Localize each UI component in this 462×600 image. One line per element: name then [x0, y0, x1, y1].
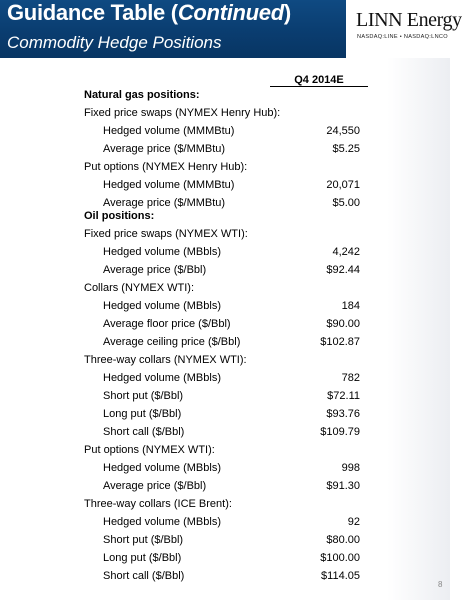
table-row: [0, 333, 450, 351]
table-row: [0, 122, 450, 140]
table-row: [0, 158, 450, 176]
row-value: 782: [341, 372, 360, 384]
row-value: $102.87: [320, 336, 360, 348]
row-label: Hedged volume (MBbls): [103, 372, 221, 384]
row-value: $93.76: [326, 408, 360, 420]
table-row: [0, 369, 450, 387]
table-row: [0, 243, 450, 261]
table-row: [0, 207, 450, 225]
table-row: [0, 315, 450, 333]
table-row: [0, 261, 450, 279]
company-logo: LINN Energy: [356, 9, 462, 31]
table-row: [0, 567, 450, 585]
row-label: Three-way collars (ICE Brent):: [84, 498, 232, 510]
row-label: Put options (NYMEX Henry Hub):: [84, 161, 248, 173]
row-value: $80.00: [326, 534, 360, 546]
table-row: [0, 477, 450, 495]
table-row: [0, 495, 450, 513]
table-row: [0, 441, 450, 459]
table-row: [0, 140, 450, 158]
row-label: Short put ($/Bbl): [103, 390, 184, 402]
row-label: Hedged volume (MBbls): [103, 246, 221, 258]
table-row: [0, 405, 450, 423]
table-row: [0, 351, 450, 369]
table-row: [0, 176, 450, 194]
row-label: Short put ($/Bbl): [103, 534, 184, 546]
row-value: $5.00: [332, 197, 360, 209]
table-row: [0, 279, 450, 297]
row-value: 24,550: [326, 125, 360, 137]
row-label: Average price ($/Bbl): [103, 264, 207, 276]
row-label: Oil positions:: [84, 210, 155, 222]
row-value: 20,071: [326, 179, 360, 191]
logo-tagline: NASDAQ:LINE • NASDAQ:LNCO: [357, 34, 448, 40]
row-value: $100.00: [320, 552, 360, 564]
page-subtitle: Commodity Hedge Positions: [7, 33, 222, 52]
row-value: $72.11: [327, 390, 360, 402]
row-value: $91.30: [326, 480, 360, 492]
row-label: Average price ($/MMBtu): [103, 143, 226, 155]
title-continued: Continued: [177, 0, 284, 25]
row-value: $5.25: [332, 143, 360, 155]
row-label: Fixed price swaps (NYMEX Henry Hub):: [84, 107, 281, 119]
row-value: 92: [347, 516, 360, 528]
row-value: $92.44: [326, 264, 360, 276]
table-row: [0, 225, 450, 243]
title-text: Guidance Table (: [7, 0, 178, 25]
row-label: Long put ($/Bbl): [103, 552, 182, 564]
table-row: [0, 549, 450, 567]
row-label: Hedged volume (MBbls): [103, 300, 221, 312]
row-value: $109.79: [320, 426, 360, 438]
row-label: Natural gas positions:: [84, 89, 200, 101]
row-label: Long put ($/Bbl): [103, 408, 182, 420]
table-row: [0, 297, 450, 315]
table-row: [0, 387, 450, 405]
row-label: Hedged volume (MBbls): [103, 462, 221, 474]
row-label: Short call ($/Bbl): [103, 426, 185, 438]
page-number: 8: [438, 580, 443, 589]
row-label: Short call ($/Bbl): [103, 570, 185, 582]
row-label: Average price ($/Bbl): [103, 480, 207, 492]
column-header: Q4 2014E: [294, 74, 344, 86]
table-row: [0, 513, 450, 531]
row-value: $90.00: [326, 318, 360, 330]
row-value: 998: [341, 462, 360, 474]
table-row: [0, 104, 450, 122]
title-close-paren: ): [283, 0, 291, 25]
table-row: [0, 459, 450, 477]
row-label: Hedged volume (MBbls): [103, 516, 221, 528]
row-label: Put options (NYMEX WTI):: [84, 444, 215, 456]
row-value: 4,242: [332, 246, 360, 258]
row-label: Collars (NYMEX WTI):: [84, 282, 194, 294]
row-value: 184: [341, 300, 360, 312]
row-label: Hedged volume (MMMBtu): [103, 125, 235, 137]
row-label: Hedged volume (MMMBtu): [103, 179, 235, 191]
table-row: [0, 531, 450, 549]
row-label: Three-way collars (NYMEX WTI):: [84, 354, 247, 366]
row-label: Average price ($/MMBtu): [103, 197, 226, 209]
row-label: Fixed price swaps (NYMEX WTI):: [84, 228, 248, 240]
table-row: [0, 423, 450, 441]
row-label: Average floor price ($/Bbl): [103, 318, 231, 330]
table-row: [0, 86, 450, 104]
row-label: Average ceiling price ($/Bbl): [103, 336, 241, 348]
row-value: $114.05: [321, 570, 360, 582]
